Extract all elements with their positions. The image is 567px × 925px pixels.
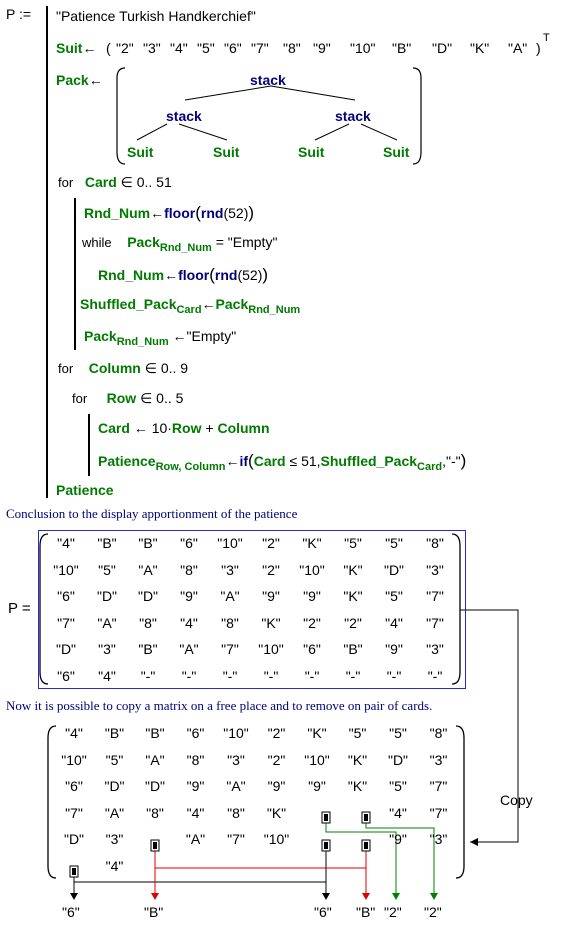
matrix1-cell: "8" — [426, 535, 444, 551]
pack-var: Pack — [56, 72, 89, 88]
matrix1-cell: "K" — [302, 535, 322, 551]
suit-value: "10" — [350, 40, 376, 56]
matrix1-cell: "6" — [303, 641, 321, 657]
matrix1-cell: "B" — [138, 535, 158, 551]
matrix2-cell: "7" — [429, 778, 448, 794]
suit-value: "7" — [251, 40, 269, 56]
matrix2-cell: "D" — [144, 778, 166, 794]
matrix1-cell: "4" — [57, 535, 75, 551]
matrix1-cell: "2" — [262, 561, 280, 578]
empty-line: Pack$_{Rnd\_Num}$ ←"Empty" — [84, 328, 237, 348]
matrix2-cell: "9" — [308, 778, 326, 794]
matrix1-cell: "D" — [55, 641, 77, 657]
for-row-line: for Row ∈ 0.. 5 — [72, 390, 184, 406]
matrix1-cell: "-" — [222, 667, 238, 684]
assign-operator: := — [18, 6, 32, 22]
suit-value: "3" — [143, 40, 161, 56]
matrix2-cell: "2" — [267, 725, 286, 741]
suit-value: "D" — [432, 40, 453, 56]
matrix1-cell: "-" — [140, 667, 156, 684]
matrix2-cell: "K" — [347, 778, 368, 794]
note-conclusion: Conclusion to the display apportionment of the patience — [6, 506, 298, 521]
matrix2-cell: "A" — [185, 831, 206, 847]
suit-leaf-2: Suit — [213, 144, 240, 160]
removed-card-6: "2" — [424, 904, 442, 920]
eq-empty: = "Empty" — [215, 234, 278, 250]
rnd-line-2: Rnd_Num←floor(rnd(52)) — [98, 265, 269, 284]
matrix2-cell: "A" — [226, 778, 246, 794]
matrix2-cell: "B" — [145, 725, 165, 741]
matrix1-cell: "A" — [97, 614, 117, 631]
copy-label: Copy — [500, 792, 533, 808]
matrix1-cell: "4" — [98, 667, 116, 684]
suit-paren-close: ) — [536, 40, 541, 56]
stack-top: stack — [250, 72, 286, 88]
card-var: Card — [84, 174, 117, 190]
matrix1-cell: "5" — [98, 561, 116, 578]
matrix2-cell: "B" — [104, 725, 125, 741]
floor-fn: floor — [164, 205, 196, 221]
matrix1-cell: "A" — [138, 561, 158, 578]
patience-var: Patience — [98, 453, 156, 469]
suit-value: "K" — [470, 40, 490, 56]
matrix2-cell: "7" — [227, 831, 245, 847]
matrix1-cell: "5" — [385, 588, 403, 604]
matrix1-cell: "B" — [138, 641, 158, 657]
while-keyword: while — [82, 235, 112, 250]
matrix2-cell: "6" — [186, 725, 205, 741]
card-range: ∈ 0.. 51 — [120, 174, 172, 190]
matrix2-cell: "9" — [389, 831, 407, 847]
matrix2-cell: "A" — [145, 751, 165, 768]
matrix1-cell: "10" — [53, 561, 79, 578]
matrix1-cell: "10" — [217, 535, 243, 551]
row-range: ∈ 0.. 5 — [140, 390, 184, 406]
suit-value: "5" — [197, 40, 215, 56]
title-string: "Patience Turkish Handkerchief" — [56, 8, 256, 24]
matrix2-cell: "8" — [146, 804, 164, 821]
matrix1-cell: "D" — [137, 588, 159, 604]
matrix1-cell: "9" — [262, 588, 280, 604]
matrix2-cell: "4" — [389, 804, 407, 821]
matrix1-cell: "-" — [386, 667, 402, 684]
matrix1-cell: "10" — [258, 641, 284, 657]
matrix1-cell: "-" — [427, 667, 443, 684]
matrix1-cell: "9" — [303, 588, 321, 604]
matrix1-cell: "9" — [385, 641, 403, 657]
removed-card-1: "6" — [62, 904, 80, 920]
patience-assign-line: Patience$_{Row, Column}$←if(Card ≤ 51,Shuffled_Pack$_{Card}$,"-") — [98, 451, 467, 473]
matrix1-cell: "K" — [343, 588, 363, 604]
matrix2-cell: "7" — [429, 804, 448, 821]
matrix2-cell: "4" — [186, 804, 205, 821]
matrix2-cell: "5" — [105, 751, 124, 768]
matrix1-cell: "3" — [221, 561, 239, 578]
matrix1-cell: "D" — [96, 588, 118, 604]
matrix2-cell: "2" — [267, 751, 286, 768]
column-var: Column — [88, 360, 141, 376]
matrix1-cell: "5" — [344, 535, 362, 551]
matrix2-cell: "8" — [227, 804, 245, 821]
matrix1-cell: "2" — [262, 535, 280, 551]
matrix1-cell: "8" — [180, 561, 198, 578]
matrix2-cell: "9" — [186, 778, 205, 794]
matrix1-cell: "6" — [180, 535, 198, 551]
matrix2-cell: "D" — [104, 778, 125, 794]
matrix1-cell: "7" — [426, 588, 444, 604]
matrix1-cell: "4" — [385, 614, 403, 631]
removed-card-4: "B" — [356, 904, 376, 920]
suit-value: "9" — [313, 40, 331, 56]
rnd-arg: 52 — [228, 205, 244, 221]
matrix1-cell: "3" — [98, 641, 116, 657]
shuffled-line: Shuffled_Pack$_{Card}$←Pack$_{Rnd\_Num}$ — [80, 296, 301, 316]
matrix1-cell: "B" — [97, 535, 117, 551]
pack-sub: Rnd_Num — [159, 242, 212, 254]
matrix2-cell: "8" — [429, 725, 448, 741]
suit-value: "2" — [116, 40, 134, 56]
suit-value: "8" — [283, 40, 301, 56]
removed-card-3: "6" — [314, 904, 332, 920]
matrix2-cell: "6" — [65, 778, 83, 794]
matrix2-cell: "8" — [186, 751, 205, 768]
for-keyword: for — [58, 175, 74, 190]
matrix1-cell: "9" — [180, 588, 198, 604]
matrix1-cell: "5" — [385, 535, 403, 551]
removed-card-2: "B" — [144, 904, 164, 920]
matrix1-cell: "A" — [179, 641, 199, 657]
rnd-var: Rnd_Num — [84, 205, 151, 221]
suit-leaf-1: Suit — [127, 144, 154, 160]
matrix2-cell: "D" — [63, 831, 85, 847]
suit-paren-open: ( — [106, 40, 111, 56]
matrix1-cell: "3" — [426, 641, 444, 657]
assign-arrow: ← — [82, 40, 97, 56]
matrix2-cell: "5" — [389, 778, 407, 794]
matrix1-cell: "-" — [304, 667, 320, 684]
matrix2-cell: "5" — [348, 725, 367, 741]
matrix2-cell: "10" — [263, 831, 290, 847]
assign-name: P — [6, 6, 16, 22]
matrix1-cell: "K" — [343, 561, 363, 578]
matrix2-cell: "A" — [104, 804, 125, 821]
matrix2-cell: "4" — [105, 857, 124, 874]
matrix1-cell: "7" — [57, 614, 75, 631]
matrix1-cell: "3" — [426, 561, 444, 578]
shuffled-var: Shuffled_Pack — [80, 296, 177, 312]
matrix2-cell: "K" — [307, 725, 327, 741]
matrix2-cell: "10" — [61, 751, 87, 768]
matrix2-cell: "10" — [304, 751, 330, 768]
if-fn: if — [239, 453, 249, 469]
suit-leaf-3: Suit — [298, 144, 325, 160]
suit-var: Suit — [56, 40, 83, 56]
rnd-line-1: Rnd_Num←floor(rnd(52)) — [84, 203, 255, 222]
note-copy: Now it is possible to copy a matrix on a free place and to remove on pair of cards. — [6, 698, 433, 713]
removed-card-5: "2" — [384, 904, 402, 920]
matrix1-cell: "7" — [426, 614, 444, 631]
suit-value: "A" — [508, 40, 528, 56]
matrix1-cell: "-" — [181, 667, 197, 684]
for-column-line: for Column ∈ 0.. 9 — [58, 360, 189, 376]
result-var: Patience — [56, 482, 114, 498]
matrix1-cell: "8" — [221, 614, 239, 631]
matrix1-cell: "8" — [139, 614, 157, 631]
matrix2-cell: "9" — [267, 778, 286, 794]
matrix1-cell: "6" — [57, 588, 75, 604]
matrix2-cell: "10" — [223, 725, 249, 741]
matrix1-cell: "D" — [383, 561, 405, 578]
suit-value: "6" — [224, 40, 242, 56]
matrix1-cell: "6" — [57, 667, 75, 684]
pack-arrow: ← — [88, 72, 103, 88]
matrix2-cell: "3" — [105, 831, 124, 847]
matrix2-cell: "3" — [227, 751, 245, 768]
matrix2-cell: "K" — [347, 751, 368, 768]
suit-leaf-4: Suit — [383, 144, 410, 160]
matrix2-cell: "3" — [429, 751, 448, 768]
matrix1-cell: "-" — [263, 667, 279, 684]
stack-right: stack — [335, 108, 371, 124]
suit-value: "4" — [170, 40, 188, 56]
matrix1-cell: "10" — [299, 561, 325, 578]
matrix1-cell: "A" — [220, 588, 240, 604]
matrix2-cell: "D" — [387, 751, 409, 768]
stack-left: stack — [166, 108, 202, 124]
transpose-mark: T — [543, 32, 550, 44]
matrix-label: P = — [8, 600, 31, 617]
matrix2-cell: "K" — [266, 804, 287, 821]
pack-ref: Pack — [127, 234, 160, 250]
empty-string: "Empty" — [186, 328, 237, 344]
suit-value: "B" — [392, 40, 412, 56]
matrix1-cell: "-" — [345, 667, 361, 684]
matrix1-cell: "B" — [343, 641, 363, 657]
row-var: Row — [106, 390, 137, 406]
card-assign-line: Card ← 10·Row + Column — [98, 420, 270, 436]
matrix2-cell: "5" — [389, 725, 407, 741]
column-range: ∈ 0.. 9 — [144, 360, 189, 376]
matrix1-cell: "4" — [180, 614, 198, 631]
matrix1-cell: "7" — [221, 641, 239, 657]
matrix1-cell: "K" — [261, 614, 281, 631]
matrix1-cell: "2" — [303, 614, 321, 631]
rnd-fn: rnd — [200, 205, 224, 221]
matrix2-cell: "3" — [429, 831, 448, 847]
matrix1-cell: "2" — [344, 614, 362, 631]
matrix2-cell: "4" — [65, 725, 83, 741]
matrix2-cell: "7" — [65, 804, 83, 821]
